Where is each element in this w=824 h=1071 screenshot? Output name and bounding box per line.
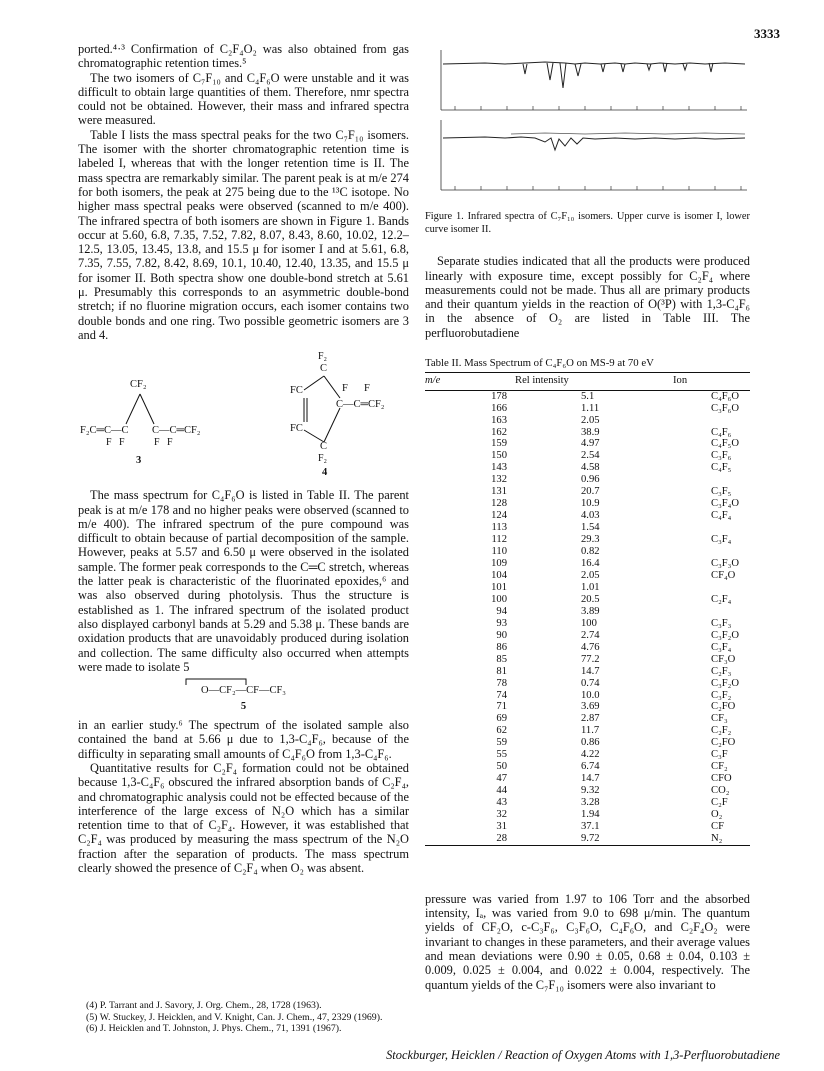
table-row xyxy=(425,427,750,439)
cell-ion: C₂F xyxy=(711,797,728,809)
table-row xyxy=(425,498,750,510)
cell-me: 150 xyxy=(491,450,507,462)
cell-me: 62 xyxy=(496,725,507,737)
s4-c-label: C xyxy=(320,363,328,375)
running-footer: Stockburger, Heicklen / Reaction of Oxygen Atoms with 1,3-Perfluorobutadiene xyxy=(386,1048,780,1062)
cell-rel-intensity: 29.3 xyxy=(581,534,600,546)
cell-rel-intensity: 2.74 xyxy=(581,629,600,641)
s4-f2-bottom-label: F₂ xyxy=(318,453,328,465)
cell-me: 44 xyxy=(496,785,507,797)
table-row xyxy=(425,582,750,594)
table-row xyxy=(425,606,750,618)
table-row xyxy=(425,546,750,558)
table-row xyxy=(425,654,750,666)
table-row xyxy=(425,833,750,845)
paragraph: Quantitative results for C₂F₄ formation could not be obtained because 1,3-C₄F₆ obscured the infrared absorption bands of C₂F₄, and chromatographic analysis could not be effected because of the interference of the large excess of N₂O which has a similar retention time to that of C₂F₄. However, it was established that C₂F₄ was produced by measuring the mass spectrum of the N₂O fraction after the separation of products. The mass spectrum clearly showed the presence of C₂F₄ when O₂ was absent. xyxy=(78,760,409,876)
cell-rel-intensity: 4.76 xyxy=(581,641,600,653)
paragraph: in an earlier study.⁶ The spectrum of the isolated sample also contained the band at 5.66 μ due to 1,3-C₄F₆, because of the difficulty in separating small amounts of C₄F₆O from 1,3-C₄F₆. xyxy=(78,718,409,761)
cell-ion: C₄F₅O xyxy=(711,438,739,450)
cell-rel-intensity: 9.32 xyxy=(581,785,600,797)
s4-f-label: F xyxy=(342,383,348,395)
table-row xyxy=(425,618,750,630)
cell-rel-intensity: 0.96 xyxy=(581,474,600,486)
table-row xyxy=(425,642,750,654)
table-row xyxy=(425,534,750,546)
cell-ion: C₂F₄ xyxy=(711,593,732,605)
table-row xyxy=(425,737,750,749)
cell-rel-intensity: 2.87 xyxy=(581,713,600,725)
table-row xyxy=(425,522,750,534)
cell-rel-intensity: 6.74 xyxy=(581,761,600,773)
footnote: (4) P. Tarrant and J. Savory, J. Org. Chem., 28, 1728 (1963). xyxy=(86,1000,322,1011)
table-row xyxy=(425,749,750,761)
header-me: m/e xyxy=(425,373,515,390)
cell-rel-intensity: 38.9 xyxy=(581,426,600,438)
table-row xyxy=(425,570,750,582)
cell-ion: CFO xyxy=(711,773,732,785)
cell-rel-intensity: 3.89 xyxy=(581,605,600,617)
footnote: (6) J. Heicklen and T. Johnston, J. Phys. Chem., 71, 1391 (1967). xyxy=(86,1023,342,1034)
s3-number: 3 xyxy=(136,455,142,467)
cell-ion: N₂ xyxy=(673,833,750,845)
cell-rel-intensity: 4.58 xyxy=(581,462,600,474)
cell-rel-intensity: 0.86 xyxy=(581,737,600,749)
cell-ion: CO₂ xyxy=(711,785,730,797)
page-number: 3333 xyxy=(754,26,780,41)
s4-number: 4 xyxy=(322,467,328,479)
cell-me: 178 xyxy=(491,390,507,402)
cell-rel-intensity: 4.22 xyxy=(581,749,600,761)
cell-me: 55 xyxy=(496,749,507,761)
cell-me: 74 xyxy=(496,689,507,701)
table-row xyxy=(425,594,750,606)
cell-rel-intensity: 3.28 xyxy=(581,797,600,809)
paragraph: pressure was varied from 1.97 to 106 Torr and the absorbed intensity, Iₐ, was varied from 9.0 to 698 μ/min. The quantum yields of CF₂O, c-C₃F₆, C₃F₆O, C₄F₆O, and C₂F₄O₂ were invariant to changes in these parameters, and their average values and mean deviations were 0.90 ± 0.05, 0.68 ± 0.04, 0.103 ± 0.009, 0.025 ± 0.004, and 0.022 ± 0.004, respectively. The quantum yields of the C₇F₁₀ isomers were also invariant to xyxy=(425,891,750,992)
cell-ion: O₂ xyxy=(711,809,723,821)
cell-me: 112 xyxy=(491,534,507,546)
cell-rel-intensity: 16.4 xyxy=(581,558,600,570)
cell-ion: C₄F₄ xyxy=(711,510,732,522)
structure-drawing xyxy=(78,342,409,488)
table-row xyxy=(425,761,750,773)
cell-rel-intensity: 2.54 xyxy=(581,450,600,462)
table-row xyxy=(425,809,750,821)
cell-rel-intensity: 2.05 xyxy=(581,414,600,426)
cell-me: 166 xyxy=(491,402,507,414)
table-row xyxy=(425,450,750,462)
cell-ion xyxy=(673,415,750,427)
table-row xyxy=(425,390,750,402)
cell-me: 104 xyxy=(491,569,507,581)
cell-me: 128 xyxy=(491,498,507,510)
cell-ion: C₃F₄ xyxy=(711,534,732,546)
cell-rel-intensity: 20.7 xyxy=(581,486,600,498)
cell-rel-intensity: 1.11 xyxy=(581,402,600,414)
mass-spectrum-table xyxy=(425,372,750,846)
cell-me: 124 xyxy=(491,510,507,522)
cell-ion: C₃F₆O xyxy=(711,402,739,414)
cell-ion xyxy=(673,522,750,534)
cell-rel-intensity: 0.82 xyxy=(581,546,600,558)
left-column xyxy=(78,42,409,875)
paragraph: Table I lists the mass spectral peaks for the two C₇F₁₀ isomers. The isomer with the shorter chromatographic retention time is labeled I, whereas that with the longer retention time is II. The mass spectra are remarkably similar. The parent peak is at m/e 274 for both isomers, the peak at 275 being due to the ¹³C isotope. No higher mass spectral peaks were observed (scanned to m/e 400). The infrared spectra of both isomers are shown in Figure 1. Bands occur at 5.60, 6.8, 7.35, 7.52, 7.82, 8.07, 8.43, 8.60, 10.02, 12.2–12.5, 13.05, 13.45, 13.8, and 15.5 μ for isomer I and at 5.61, 6.8, 7.35, 7.55, 7.82, 8.42, 8.69, 10.1, 10.40, 12.40, 13.35, and 15.5 μ for isomer II. Both spectra show one double-bond stretch at 5.61 μ. Presumably this corresponds to an asymmetric double-bond stretch; if no fluorine migration occurs, each isomer contains two double bonds and one ring. Two possible geometric isomers are 3 and 4. xyxy=(78,127,409,342)
cell-ion: CF₄O xyxy=(711,569,736,581)
s3-top-label: CF₂ xyxy=(130,379,147,391)
s4-top-label: F₂ xyxy=(318,351,328,363)
table-row xyxy=(425,438,750,450)
cell-me: 100 xyxy=(491,593,507,605)
cell-ion: C₄F₅ xyxy=(711,462,732,474)
cell-ion: CF₂ xyxy=(711,761,728,773)
paragraph: The mass spectrum for C₄F₆O is listed in Table II. The parent peak is at m/e 178 and no higher peaks were observed (scanned to m/e 400). The infrared spectrum of the pure compound was difficult to obtain because of partial decomposition of the sample. However, peaks at 5.57 and 6.50 μ were observed in the isolated sample. The former peak corresponds to the C═C stretch, whereas the latter peak is characteristic of the fluorinated epoxides,⁶ and was also observed during photolysis. Thus the structure is established as 1. The infrared spectrum of the isolated product also displayed carbonyl bands at 5.29 and 5.38 μ. These bands are oxidation products that are unavoidably produced during isolation and collection. The same difficulty also occurred when attempts were made to isolate 5 xyxy=(78,488,409,674)
cell-me: 159 xyxy=(491,438,507,450)
s3-ff-label: F F xyxy=(106,437,125,449)
footnote: (5) W. Stuckey, J. Heicklen, and V. Knight, Can. J. Chem., 47, 2329 (1969). xyxy=(86,1011,383,1023)
table-row xyxy=(425,678,750,690)
cell-me: 90 xyxy=(496,629,507,641)
cell-me: 110 xyxy=(491,546,507,558)
cell-me: 71 xyxy=(496,701,507,713)
table-row xyxy=(425,666,750,678)
cell-rel-intensity: 0.74 xyxy=(581,677,600,689)
cell-rel-intensity: 4.97 xyxy=(581,438,600,450)
s4-fc1-label: FC xyxy=(290,385,303,397)
cell-rel-intensity: 100 xyxy=(581,617,597,629)
cell-me: 85 xyxy=(496,653,507,665)
cell-me: 113 xyxy=(491,522,507,534)
chemical-structure-5 xyxy=(78,678,409,718)
cell-me: 162 xyxy=(491,426,507,438)
cell-me: 32 xyxy=(496,809,507,821)
cell-rel-intensity: 5.1 xyxy=(581,390,595,402)
cell-ion: C₃F₄ xyxy=(711,641,732,653)
s4-fc2-label: FC xyxy=(290,423,303,435)
table-row xyxy=(425,415,750,427)
table-body xyxy=(425,390,750,845)
cell-ion: C₂F₃ xyxy=(711,665,732,677)
cell-me: 101 xyxy=(491,581,507,593)
cell-ion: C₃F₃O xyxy=(711,558,739,570)
cell-ion xyxy=(673,474,750,486)
table-row xyxy=(425,713,750,725)
s3-ff2-label: F F xyxy=(154,437,173,449)
cell-me: 43 xyxy=(496,797,507,809)
table-row xyxy=(425,462,750,474)
cell-rel-intensity: 3.69 xyxy=(581,701,600,713)
struct5-number: 5 xyxy=(240,701,247,713)
cell-ion xyxy=(673,546,750,558)
s4-chain-label: C—C═CF₂ xyxy=(336,399,385,411)
cell-me: 28 xyxy=(425,833,515,845)
cell-rel-intensity: 37.1 xyxy=(581,820,600,832)
table-row xyxy=(425,510,750,522)
cell-me: 94 xyxy=(496,605,507,617)
cell-me: 47 xyxy=(496,773,507,785)
table-ii xyxy=(425,356,750,846)
cell-ion: CF₃O xyxy=(711,653,736,665)
cell-me: 131 xyxy=(491,486,507,498)
header-ion: Ion xyxy=(673,373,750,390)
cell-ion: C₃F₄O xyxy=(711,498,739,510)
table-row xyxy=(425,773,750,785)
cell-me: 132 xyxy=(491,474,507,486)
cell-ion: C₄F₆ xyxy=(711,426,732,438)
cell-rel-intensity: 2.05 xyxy=(581,569,600,581)
cell-ion: C₃F₂O xyxy=(711,629,739,641)
table-row xyxy=(425,630,750,642)
paragraph: Separate studies indicated that all the products were produced linearly with exposure time, except possibly for C₂F₄ where measurements could not be made. Thus all are primary products and their quantum yields in the reaction of O(³P) with 1,3-C₄F₆ in the absence of O₂ are listed in Table III. The perfluorobutadiene xyxy=(425,254,750,340)
cell-ion: C₃F₅ xyxy=(711,486,732,498)
cell-ion xyxy=(673,606,750,618)
cell-rel-intensity: 11.7 xyxy=(581,725,600,737)
cell-rel-intensity: 14.7 xyxy=(581,773,600,785)
figure-caption: Figure 1. Infrared spectra of C₇F₁₀ isomers. Upper curve is isomer I, lower curve isomer II. xyxy=(425,211,750,235)
table-row xyxy=(425,797,750,809)
cell-ion: C₃F₂O xyxy=(711,677,739,689)
table-row xyxy=(425,725,750,737)
cell-ion: C₃F xyxy=(711,749,728,761)
cell-rel-intensity: 1.54 xyxy=(581,522,600,534)
cell-me: 78 xyxy=(496,677,507,689)
header-rel-intensity: Rel intensity xyxy=(515,373,673,390)
paragraph: ported.⁴·³ Confirmation of C₂F₄O₂ was also obtained from gas chromatographic retention times.⁵ xyxy=(78,42,409,71)
cell-me: 163 xyxy=(491,414,507,426)
cell-me: 31 xyxy=(496,820,507,832)
footnotes xyxy=(78,1000,409,1035)
table-row xyxy=(425,785,750,797)
table-row xyxy=(425,558,750,570)
table-row xyxy=(425,486,750,498)
table-row xyxy=(425,821,750,833)
cell-ion: C₂FO xyxy=(711,737,736,749)
cell-ion: C₃F₆ xyxy=(711,450,732,462)
s3-right-label: C—C═CF₂ xyxy=(152,425,201,437)
cell-ion: C₂FO xyxy=(711,701,736,713)
cell-rel-intensity: 14.7 xyxy=(581,665,600,677)
table-row xyxy=(425,701,750,713)
s4-f2-label: F xyxy=(364,383,370,395)
chemical-structures-3-4 xyxy=(78,342,409,488)
paragraph: The two isomers of C₇F₁₀ and C₄F₆O were unstable and it was difficult to obtain large quantities of them. Therefore, nmr spectra could not be obtained. However, their mass and infrared spectra were measured. xyxy=(78,70,409,128)
cell-me: 86 xyxy=(496,641,507,653)
s4-c2-label: C xyxy=(320,441,328,453)
struct5-formula: O—CF₂—CF—CF₃ xyxy=(201,685,286,697)
cell-me: 93 xyxy=(496,617,507,629)
cell-ion: C₃F₂ xyxy=(711,689,732,701)
cell-ion xyxy=(673,582,750,594)
table-row xyxy=(425,403,750,415)
cell-rel-intensity: 10.9 xyxy=(581,498,600,510)
cell-me: 143 xyxy=(491,462,507,474)
cell-rel-intensity: 77.2 xyxy=(581,653,600,665)
cell-ion: C₃F₃ xyxy=(711,617,732,629)
right-column xyxy=(425,42,750,992)
table-row xyxy=(425,690,750,702)
cell-rel-intensity: 1.94 xyxy=(581,809,600,821)
cell-rel-intensity: 9.72 xyxy=(515,833,673,845)
cell-me: 81 xyxy=(496,665,507,677)
cell-ion: C₂F₂ xyxy=(711,725,732,737)
table-title: Table II. Mass Spectrum of C₄F₆O on MS-9 at 70 eV xyxy=(425,357,654,370)
cell-ion: C₄F₆O xyxy=(711,390,739,402)
s3-left-label: F₂C═C—C xyxy=(80,425,129,437)
cell-ion: CF xyxy=(711,820,724,832)
cell-me: 69 xyxy=(496,713,507,725)
cell-me: 109 xyxy=(491,558,507,570)
cell-me: 50 xyxy=(496,761,507,773)
cell-me: 59 xyxy=(496,737,507,749)
cell-rel-intensity: 20.5 xyxy=(581,593,600,605)
cell-ion: CF₃ xyxy=(711,713,728,725)
table-row xyxy=(425,474,750,486)
ir-spectra-figure xyxy=(425,42,750,202)
cell-rel-intensity: 1.01 xyxy=(581,581,600,593)
cell-rel-intensity: 4.03 xyxy=(581,510,600,522)
cell-rel-intensity: 10.0 xyxy=(581,689,600,701)
